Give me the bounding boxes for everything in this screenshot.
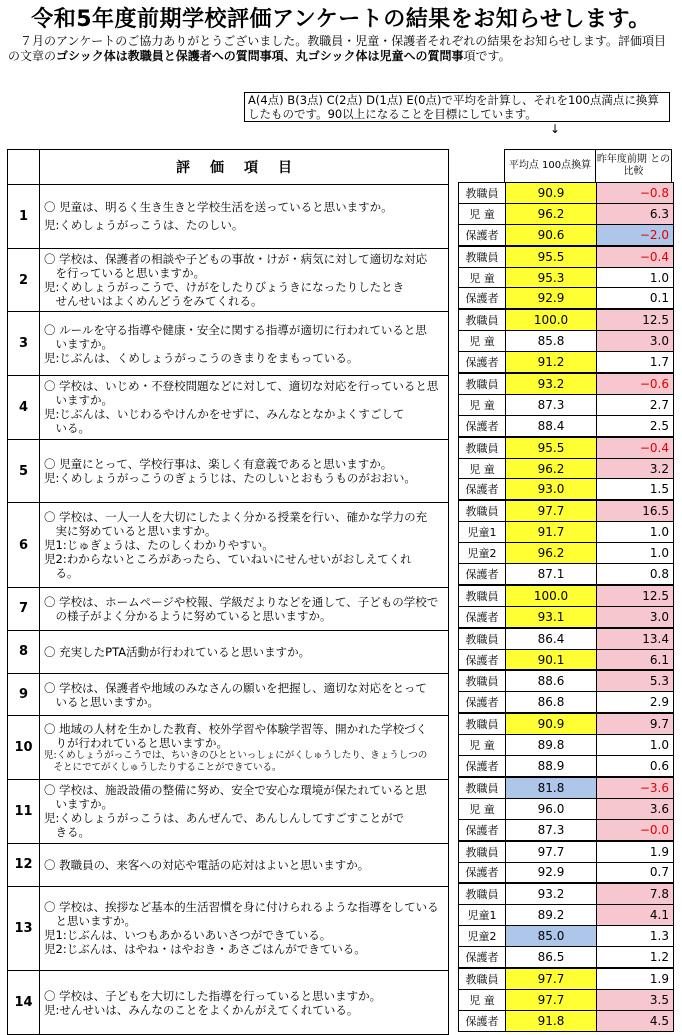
respondent-label: 教職員 — [459, 500, 506, 521]
avg-score: 89.8 — [506, 735, 597, 756]
question-row — [8, 376, 449, 440]
year-comparison: 1.9 — [597, 841, 674, 862]
result-row — [459, 628, 674, 649]
question-line: 児:くめしょうがっこうは、たのしい。 — [44, 218, 244, 233]
year-comparison: −0.4 — [597, 437, 674, 458]
result-row — [459, 543, 674, 564]
question-line: 〇 学校は、ホームページや校報、学級だよりなどを通して、子どもの学校で — [44, 594, 439, 609]
avg-score: 87.3 — [506, 819, 597, 840]
avg-score: 96.2 — [506, 543, 597, 564]
respondent-label: 保護者 — [459, 415, 506, 436]
intro-text — [8, 34, 674, 64]
year-comparison: 1.3 — [597, 926, 674, 947]
avg-score: 92.9 — [506, 862, 597, 883]
respondent-label: 保護者 — [459, 606, 506, 627]
question-number: 14 — [8, 971, 40, 1035]
result-row — [459, 373, 674, 394]
respondent-label: 保護者 — [459, 224, 506, 245]
question-row — [8, 780, 449, 844]
respondent-label: 児 童 — [459, 394, 506, 415]
year-comparison: 1.0 — [597, 543, 674, 564]
respondent-label: 教職員 — [459, 309, 506, 330]
result-row — [459, 670, 674, 691]
result-row — [459, 267, 674, 288]
avg-score: 96.0 — [506, 798, 597, 819]
respondent-label: 児 童 — [459, 798, 506, 819]
question-line-small: そとにでてがくしゅうしたりすることができている。 — [44, 761, 282, 773]
question-number: 13 — [8, 886, 40, 971]
item-header: 評価項目 — [40, 150, 449, 185]
year-comparison: 2.7 — [597, 394, 674, 415]
question-line: と思いますか。 — [44, 914, 136, 929]
year-comparison: −0.0 — [597, 819, 674, 840]
avg-score: 97.7 — [506, 968, 597, 989]
question-text — [40, 439, 449, 503]
question-line: いると思いますか。 — [44, 694, 159, 709]
year-comparison: 0.7 — [597, 862, 674, 883]
question-row — [8, 886, 449, 971]
respondent-label: 児童1 — [459, 522, 506, 543]
question-line: の様子がよく分かるように努めていると思いますか。 — [44, 608, 332, 623]
avg-score: 90.6 — [506, 224, 597, 245]
question-line: る。 — [44, 566, 79, 581]
year-comparison: 1.5 — [597, 479, 674, 500]
question-line: 児1:じぶんは、いつもあかるいあいさつができている。 — [44, 928, 332, 943]
result-row — [459, 309, 674, 330]
avg-score: 88.6 — [506, 670, 597, 691]
year-comparison: 1.9 — [597, 968, 674, 989]
avg-score: 87.1 — [506, 564, 597, 585]
results-table — [458, 182, 674, 1032]
result-row — [459, 649, 674, 670]
question-text — [40, 843, 449, 886]
year-comparison: 3.2 — [597, 458, 674, 479]
respondent-label: 児 童 — [459, 989, 506, 1010]
respondent-label: 児 童 — [459, 331, 506, 352]
question-number: 12 — [8, 843, 40, 886]
question-text — [40, 971, 449, 1035]
year-comparison: 0.1 — [597, 288, 674, 309]
respondent-label: 保護者 — [459, 862, 506, 883]
avg-score: 88.9 — [506, 756, 597, 777]
avg-score: 88.4 — [506, 415, 597, 436]
question-line: いますか。 — [44, 393, 113, 408]
avg-score: 86.8 — [506, 692, 597, 713]
question-line: 〇 学校は、いじめ・不登校問題などに対して、適切な対応を行っていると思 — [44, 379, 439, 394]
question-line: 児:せんせいは、みんなのことをよくかんがえてくれている。 — [44, 1002, 359, 1017]
question-row — [8, 439, 449, 503]
year-comparison: 16.5 — [597, 500, 674, 521]
result-row — [459, 394, 674, 415]
question-line: 〇 学校は、施設設備の整備に努め、安全で安心な環境が保たれていると思 — [44, 783, 427, 798]
result-row — [459, 352, 674, 373]
result-row — [459, 692, 674, 713]
question-line: 児:くめしょうがっこうで、けがをしたりびょうきになったりしたとき — [44, 280, 405, 295]
result-row — [459, 183, 674, 204]
result-row — [459, 735, 674, 756]
year-comparison: 7.8 — [597, 883, 674, 904]
question-line: を行っていると思いますか。 — [44, 266, 205, 281]
avg-score: 90.9 — [506, 183, 597, 204]
year-comparison: 3.5 — [597, 989, 674, 1010]
year-comparison: 6.3 — [597, 203, 674, 224]
respondent-label: 児童2 — [459, 543, 506, 564]
comparison-header: 昨年度前期 との比較 — [595, 149, 672, 183]
respondent-label: 児 童 — [459, 735, 506, 756]
question-text — [40, 673, 449, 716]
avg-score: 95.5 — [506, 437, 597, 458]
question-number: 4 — [8, 376, 40, 440]
question-number: 2 — [8, 248, 40, 312]
number-header-cell — [8, 150, 40, 185]
question-line: 児2:じぶんは、はやね・はやおき・あさごはんができている。 — [44, 942, 366, 957]
result-row — [459, 415, 674, 436]
year-comparison: 5.3 — [597, 670, 674, 691]
question-line: 〇 児童は、明るく生き生きと学校生活を送っていると思いますか。 — [44, 200, 393, 215]
question-line: りが行われていると思いますか。 — [44, 735, 228, 750]
question-line: きる。 — [44, 825, 90, 840]
result-row — [459, 606, 674, 627]
result-row — [459, 968, 674, 989]
result-row — [459, 819, 674, 840]
result-row — [459, 883, 674, 904]
respondent-label: 保護者 — [459, 564, 506, 585]
avg-score: 96.2 — [506, 203, 597, 224]
question-line: 〇 教職員の、来客への対応や電話の応対はよいと思いますか。 — [44, 857, 370, 872]
avg-score: 96.2 — [506, 458, 597, 479]
year-comparison: 13.4 — [597, 628, 674, 649]
result-row — [459, 500, 674, 521]
year-comparison: 2.9 — [597, 692, 674, 713]
result-row — [459, 989, 674, 1010]
respondent-label: 保護者 — [459, 692, 506, 713]
respondent-label: 教職員 — [459, 373, 506, 394]
result-row — [459, 777, 674, 798]
respondent-label: 教職員 — [459, 841, 506, 862]
down-arrow-icon: ↓ — [550, 122, 561, 136]
year-comparison: 4.1 — [597, 905, 674, 926]
year-comparison: −0.4 — [597, 246, 674, 267]
avg-score: 91.7 — [506, 522, 597, 543]
question-line: 〇 学校は、保護者の相談や子どもの事故・けが・病気に対して適切な対応 — [44, 252, 428, 267]
question-row — [8, 185, 449, 249]
question-line-small: 児:くめしょうがっこうでは、ちいきのひとといっしょにがくしゅうしたり、きょうしつの — [44, 749, 428, 761]
year-comparison: 3.0 — [597, 331, 674, 352]
year-comparison: −3.6 — [597, 777, 674, 798]
result-row — [459, 224, 674, 245]
question-line: いますか。 — [44, 336, 113, 351]
respondent-label: 教職員 — [459, 628, 506, 649]
year-comparison: 1.7 — [597, 352, 674, 373]
avg-score: 93.2 — [506, 883, 597, 904]
question-line: 〇 児童にとって、学校行事は、楽しく有意義であると思いますか。 — [44, 457, 393, 472]
question-line: 実に努めていると思いますか。 — [44, 524, 217, 539]
result-row — [459, 798, 674, 819]
question-line: 〇 地域の人材を生かした教育、校外学習や体験学習等、開かれた学校づく — [44, 721, 428, 736]
result-row — [459, 756, 674, 777]
year-comparison: 1.0 — [597, 735, 674, 756]
question-table — [7, 149, 449, 1035]
year-comparison: 2.5 — [597, 415, 674, 436]
respondent-label: 教職員 — [459, 585, 506, 606]
question-row — [8, 716, 449, 780]
avg-score: 91.2 — [506, 352, 597, 373]
avg-score: 86.5 — [506, 947, 597, 968]
result-row — [459, 862, 674, 883]
avg-score: 86.4 — [506, 628, 597, 649]
avg-score: 93.0 — [506, 479, 597, 500]
question-row — [8, 843, 449, 886]
result-row — [459, 841, 674, 862]
question-row — [8, 588, 449, 631]
question-number: 8 — [8, 630, 40, 673]
result-row — [459, 331, 674, 352]
respondent-label: 教職員 — [459, 883, 506, 904]
respondent-label: 教職員 — [459, 777, 506, 798]
question-text — [40, 248, 449, 312]
result-row — [459, 713, 674, 734]
respondent-label: 児 童 — [459, 203, 506, 224]
question-text — [40, 376, 449, 440]
question-number: 5 — [8, 439, 40, 503]
question-line: 児1:じゅぎょうは、たのしくわかりやすい。 — [44, 538, 274, 553]
avg-score: 89.2 — [506, 905, 597, 926]
respondent-label: 保護者 — [459, 649, 506, 670]
question-row — [8, 971, 449, 1035]
page-title: 令和5年度前期学校評価アンケートの結果をお知らせします。 — [31, 7, 651, 32]
respondent-label: 保護者 — [459, 756, 506, 777]
result-row — [459, 288, 674, 309]
question-line: いる。 — [44, 421, 90, 436]
respondent-label: 児 童 — [459, 458, 506, 479]
result-row — [459, 246, 674, 267]
question-text — [40, 716, 449, 780]
respondent-label: 教職員 — [459, 246, 506, 267]
respondent-label: 児 童 — [459, 267, 506, 288]
year-comparison: −0.6 — [597, 373, 674, 394]
avg-score: 90.1 — [506, 649, 597, 670]
question-line: 児2:わからないところがあったら、ていねいにせんせいがおしえてくれ — [44, 552, 412, 567]
question-number: 7 — [8, 588, 40, 631]
question-text — [40, 185, 449, 249]
respondent-label: 保護者 — [459, 288, 506, 309]
avg-score: 85.8 — [506, 331, 597, 352]
question-number: 1 — [8, 185, 40, 249]
result-row — [459, 437, 674, 458]
question-number: 9 — [8, 673, 40, 716]
result-row — [459, 564, 674, 585]
respondent-label: 保護者 — [459, 479, 506, 500]
question-row — [8, 673, 449, 716]
year-comparison: 0.8 — [597, 564, 674, 585]
avg-score: 85.0 — [506, 926, 597, 947]
question-line: 児:じぶんは、くめしょうがっこうのきまりをまもっている。 — [44, 350, 359, 365]
question-line: いますか。 — [44, 797, 113, 812]
intro-part-1: ７月のアンケートのご協力ありがとうございました。教職員・児童・保護者それぞれの結果をお知らせします。評価項目の文章の — [8, 34, 666, 63]
avg-score: 95.3 — [506, 267, 597, 288]
year-comparison: 6.1 — [597, 649, 674, 670]
avg-score: 87.3 — [506, 394, 597, 415]
respondent-label: 保護者 — [459, 819, 506, 840]
avg-score: 95.5 — [506, 246, 597, 267]
intro-part-2: 項です。 — [463, 49, 511, 63]
result-row — [459, 458, 674, 479]
year-comparison: −2.0 — [597, 224, 674, 245]
avg-score: 91.8 — [506, 1010, 597, 1031]
question-line: 児:くめしょうがっこうは、あんぜんで、あんしんしてすごすことがで — [44, 811, 405, 826]
respondent-label: 保護者 — [459, 947, 506, 968]
result-row — [459, 1010, 674, 1031]
question-row — [8, 312, 449, 376]
year-comparison: 1.0 — [597, 267, 674, 288]
question-line: 〇 充実したPTA活動が行われていると思いますか。 — [44, 644, 311, 659]
respondent-label: 児童2 — [459, 926, 506, 947]
question-number: 11 — [8, 780, 40, 844]
respondent-label: 教職員 — [459, 437, 506, 458]
avg-score: 97.7 — [506, 989, 597, 1010]
result-row — [459, 522, 674, 543]
respondent-label: 教職員 — [459, 670, 506, 691]
year-comparison: −0.8 — [597, 183, 674, 204]
question-line: 児:くめしょうがっこうのぎょうじは、たのしいとおもうものがおおい。 — [44, 471, 416, 486]
respondent-label: 教職員 — [459, 713, 506, 734]
avg-score: 93.2 — [506, 373, 597, 394]
year-comparison: 3.6 — [597, 798, 674, 819]
avg-score: 100.0 — [506, 309, 597, 330]
avg-score: 97.7 — [506, 500, 597, 521]
question-row — [8, 630, 449, 673]
result-row — [459, 905, 674, 926]
year-comparison: 1.0 — [597, 522, 674, 543]
question-number: 6 — [8, 503, 40, 588]
avg-score: 97.7 — [506, 841, 597, 862]
avg-score: 92.9 — [506, 288, 597, 309]
question-text — [40, 780, 449, 844]
question-text — [40, 588, 449, 631]
question-line: 〇 学校は、挨拶など基本的生活習慣を身に付けられるような指導をしている — [44, 900, 439, 915]
result-row — [459, 203, 674, 224]
result-row — [459, 585, 674, 606]
question-number: 3 — [8, 312, 40, 376]
year-comparison: 9.7 — [597, 713, 674, 734]
year-comparison: 4.5 — [597, 1010, 674, 1031]
question-number: 10 — [8, 716, 40, 780]
year-comparison: 12.5 — [597, 309, 674, 330]
result-row — [459, 926, 674, 947]
year-comparison: 3.0 — [597, 606, 674, 627]
question-line: せんせいはよくめんどうをみてくれる。 — [44, 294, 263, 309]
avg-score: 81.8 — [506, 777, 597, 798]
avg-score: 90.9 — [506, 713, 597, 734]
respondent-label: 保護者 — [459, 1010, 506, 1031]
respondent-label: 教職員 — [459, 968, 506, 989]
question-text — [40, 503, 449, 588]
question-text — [40, 630, 449, 673]
year-comparison: 12.5 — [597, 585, 674, 606]
question-row — [8, 503, 449, 588]
result-row — [459, 479, 674, 500]
question-line: 〇 学校は、保護者や地域のみなさんの願いを把握し、適切な対応をとって — [44, 680, 427, 695]
result-row — [459, 947, 674, 968]
year-comparison: 0.6 — [597, 756, 674, 777]
respondent-label: 教職員 — [459, 183, 506, 204]
question-text — [40, 312, 449, 376]
question-text — [40, 886, 449, 971]
avg-score-header: 平均点 100点換算 — [504, 149, 596, 183]
respondent-label: 児童1 — [459, 905, 506, 926]
scoring-note: A(4点) B(3点) C(2点) D(1点) E(0点)で平均を計算し、それを100点満点に換算したものです。90以上になることを目標にしています。 — [244, 92, 670, 122]
question-line: 〇 学校は、子どもを大切にした指導を行っていると思いますか。 — [44, 988, 382, 1003]
year-comparison: 1.2 — [597, 947, 674, 968]
respondent-label: 保護者 — [459, 352, 506, 373]
question-line: 〇 学校は、一人一人を大切にしたよく分かる授業を行い、確かな学力の充 — [44, 510, 428, 525]
avg-score: 93.1 — [506, 606, 597, 627]
question-line: 〇 ルールを守る指導や健康・安全に関する指導が適切に行われていると思 — [44, 322, 427, 337]
intro-bold-part: ゴシック体は教職員と保護者への質問事項、丸ゴシック体は児童への質問事 — [56, 49, 464, 63]
question-row — [8, 248, 449, 312]
question-line: 児:じぶんは、いじわるやけんかをせずに、みんなとなかよくすごして — [44, 407, 405, 422]
avg-score: 100.0 — [506, 585, 597, 606]
